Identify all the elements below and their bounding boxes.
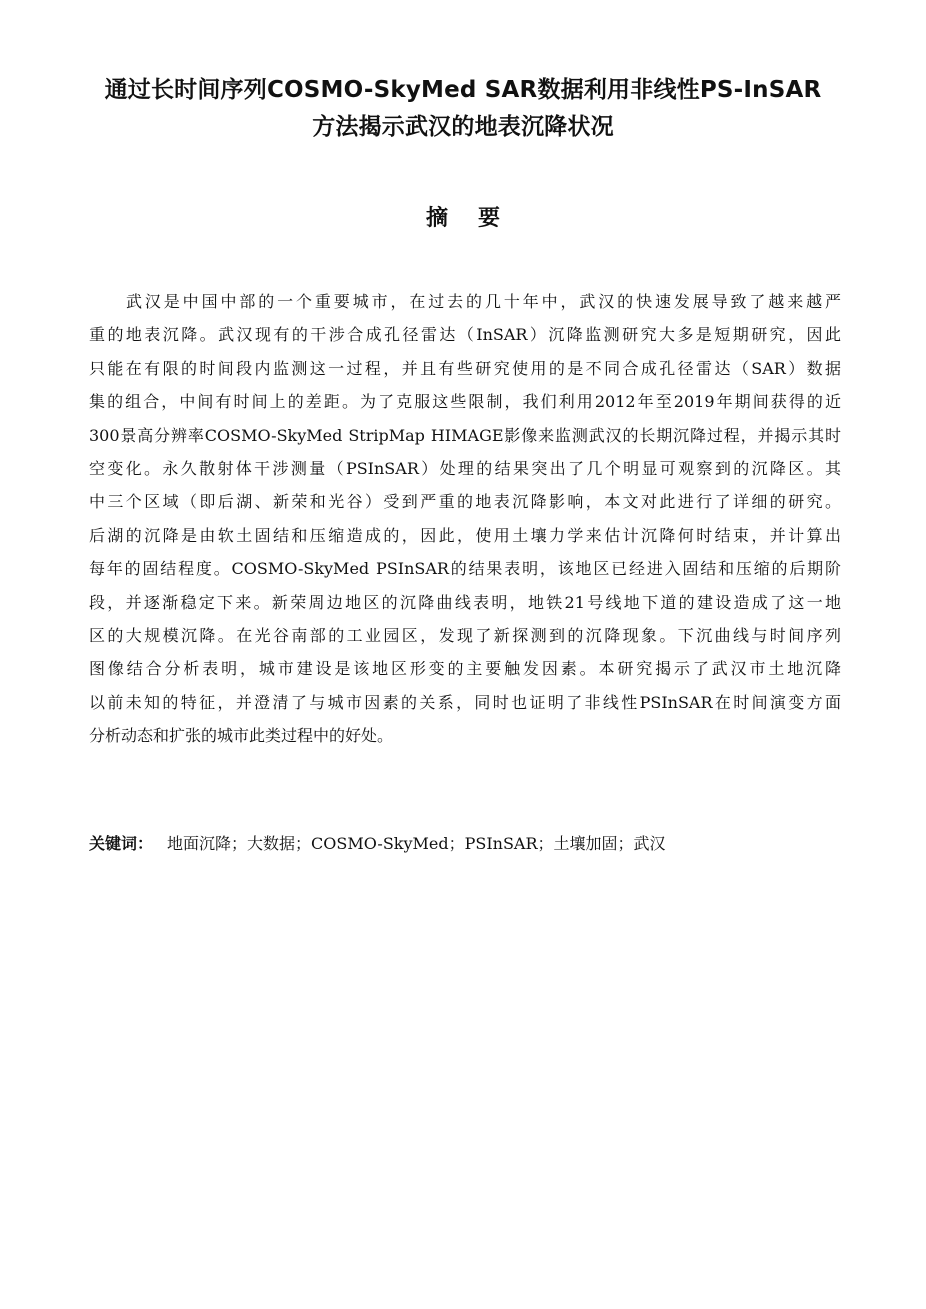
abstract-line: 重的地表沉降。武汉现有的干涉合成孔径雷达（InSAR）沉降监测研究大多是短期研究，因此: [89, 325, 841, 345]
abstract-heading-char-1: 摘: [425, 206, 448, 231]
keywords-label: 关键词：: [89, 834, 154, 853]
abstract-line: 集的组合，中间有时间上的差距。为了克服这些限制，我们利用2012年至2019年期间获得的近: [89, 392, 841, 412]
abstract-line: 区的大规模沉降。在光谷南部的工业园区，发现了新探测到的沉降现象。下沉曲线与时间序列: [89, 625, 841, 645]
abstract-line: 空变化。永久散射体干涉测量（PSInSAR）处理的结果突出了几个明显可观察到的沉降区。其: [89, 458, 841, 478]
keywords-list: 地面沉降；大数据；COSMO-SkyMed；PSInSAR；土壤加固；武汉: [167, 834, 666, 853]
abstract-line: 分析动态和扩张的城市此类过程中的好处。: [89, 726, 394, 746]
abstract-heading: [0, 204, 926, 234]
paper-title-line-2: 方法揭示武汉的地表沉降状况: [312, 114, 614, 140]
paper-title-line-1: 通过长时间序列COSMO-SkyMed SAR数据利用非线性PS-InSAR: [104, 77, 822, 103]
abstract-body: [89, 285, 841, 752]
abstract-line: 300景高分辨率COSMO-SkyMed StripMap HIMAGE影像来监测武汉的长期沉降过程，并揭示其时: [89, 425, 841, 445]
abstract-line: 每年的固结程度。COSMO-SkyMed PSInSAR的结果表明，该地区已经进入固结和压缩的后期阶: [89, 559, 841, 579]
abstract-line: 后湖的沉降是由软土固结和压缩造成的，因此，使用土壤力学来估计沉降何时结束，并计算出: [89, 525, 841, 545]
abstract-line: 段，并逐渐稳定下来。新荣周边地区的沉降曲线表明，地铁21号线地下道的建设造成了这一地: [89, 592, 841, 612]
abstract-line: 只能在有限的时间段内监测这一过程，并且有些研究使用的是不同合成孔径雷达（SAR）数据: [89, 358, 841, 378]
abstract-heading-char-2: 要: [478, 206, 501, 231]
abstract-line: 武汉是中国中部的一个重要城市，在过去的几十年中，武汉的快速发展导致了越来越严: [126, 292, 841, 311]
abstract-line: 中三个区域（即后湖、新荣和光谷）受到严重的地表沉降影响，本文对此进行了详细的研究。: [89, 492, 841, 512]
keywords: [89, 830, 666, 858]
abstract-line: 图像结合分析表明，城市建设是该地区形变的主要触发因素。本研究揭示了武汉市土地沉降: [89, 659, 841, 679]
abstract-line: 以前未知的特征，并澄清了与城市因素的关系，同时也证明了非线性PSInSAR在时间演变方面: [89, 692, 841, 712]
